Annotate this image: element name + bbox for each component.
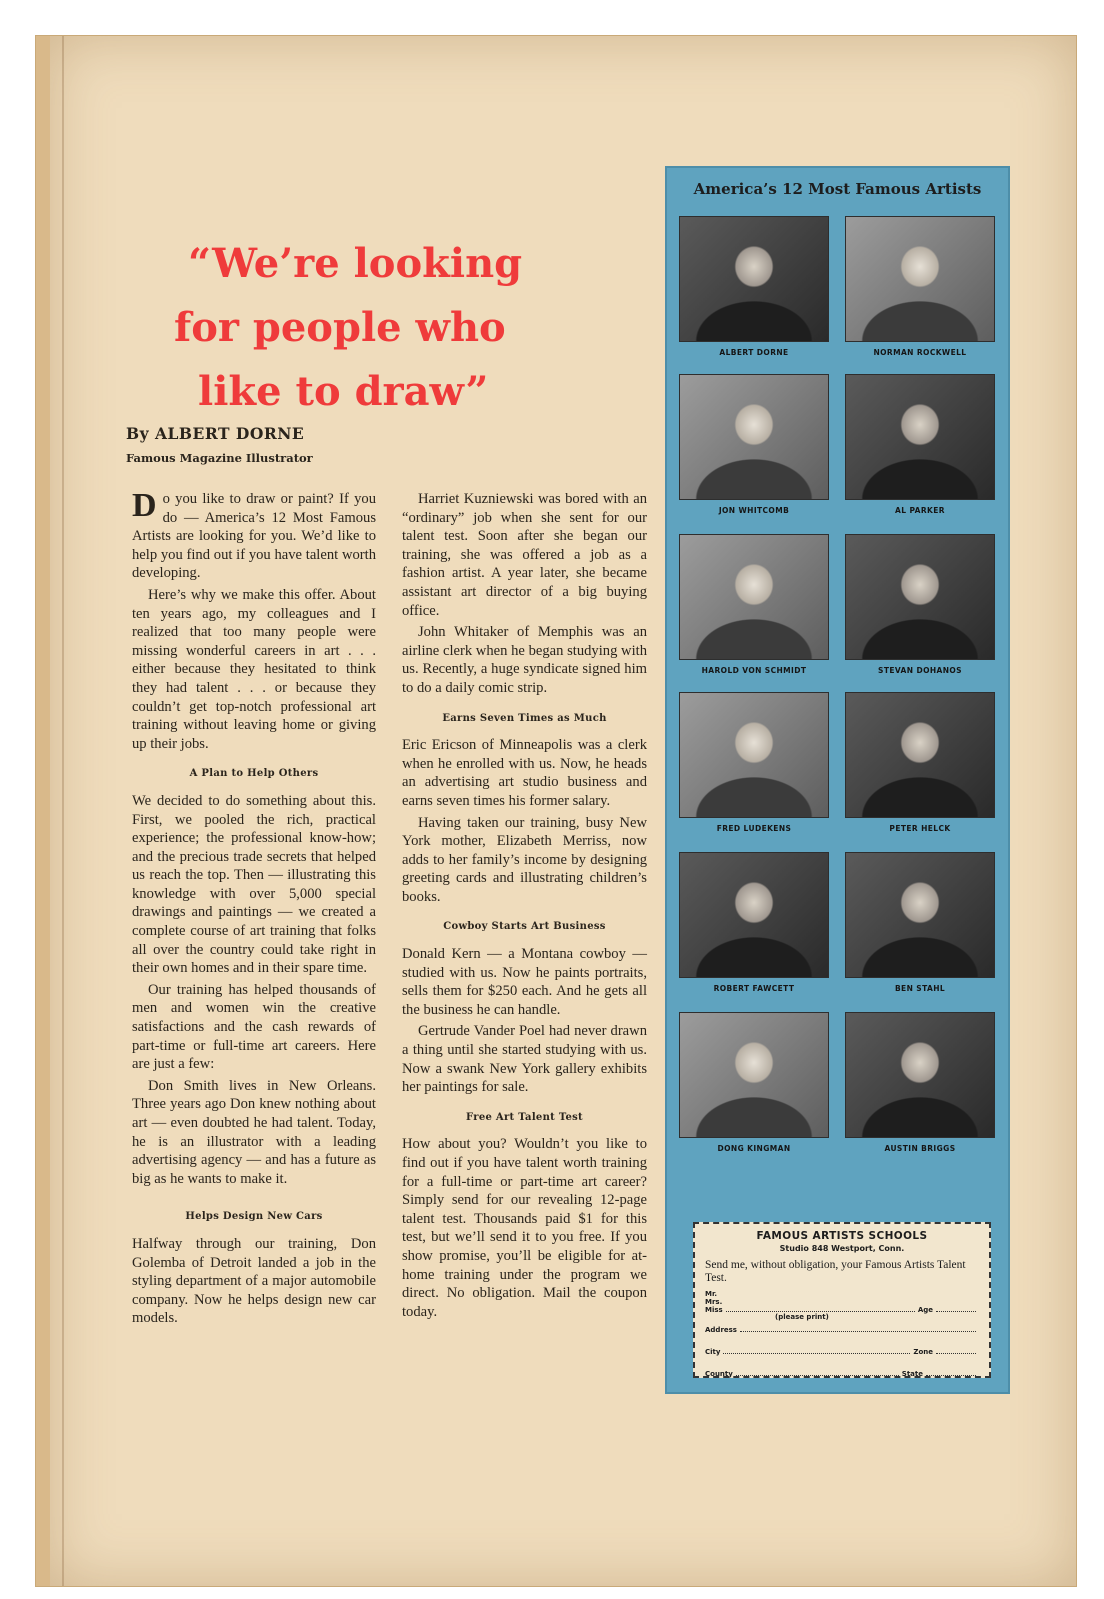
headline-line: like to draw”: [198, 368, 489, 415]
subheading: Helps Design New Cars: [185, 1211, 323, 1223]
artist-name: JON WHITCOMB: [718, 506, 790, 515]
city-label: City: [705, 1348, 721, 1356]
artist-card: [679, 534, 829, 675]
headline-line: “We’re looking: [188, 240, 523, 287]
address-label: Address: [705, 1326, 737, 1334]
artist-photo: [845, 534, 995, 660]
artist-name: STEVAN DOHANOS: [878, 666, 962, 675]
headline: [172, 232, 592, 424]
byline: [126, 424, 313, 465]
artist-photo: [679, 852, 829, 978]
artist-card: [679, 216, 829, 357]
author-role: Famous Magazine Illustrator: [126, 451, 313, 465]
zone-label: Zone: [913, 1348, 933, 1356]
panel-title: America’s 12 Most Famous Artists: [693, 180, 982, 198]
artists-panel: [665, 166, 1010, 1394]
artist-name: DONG KINGMAN: [717, 1144, 791, 1153]
coupon-county-row: [705, 1370, 979, 1378]
magazine-page: [36, 36, 1076, 1586]
coupon-title: FAMOUS ARTISTS SCHOOLS: [756, 1230, 928, 1242]
article-column-1: [132, 487, 376, 1331]
artist-photo: [679, 534, 829, 660]
paragraph: Do you like to draw or paint? If you do — America’s 12 Most Famous Artists are looking for you. We’d like to help you find out if you have talent worth developing.: [132, 487, 376, 582]
artist-photo: [679, 216, 829, 342]
artist-card: [845, 692, 995, 833]
artist-name: PETER HELCK: [889, 824, 951, 833]
page-spine: [62, 36, 64, 1586]
artist-card: [679, 692, 829, 833]
county-label: County: [705, 1370, 733, 1378]
artist-name: ROBERT FAWCETT: [713, 984, 795, 993]
city-field[interactable]: [723, 1353, 910, 1354]
artist-card: [679, 852, 829, 993]
paragraph: Halfway through our training, Don Golemba of Detroit landed a job in the styling department of a major automobile company. Now he helps design new car models.: [132, 1235, 376, 1327]
age-label: Age: [917, 1306, 933, 1314]
artist-name: AUSTIN BRIGGS: [884, 1144, 956, 1153]
subheading: Free Art Talent Test: [466, 1111, 583, 1123]
subheading: Cowboy Starts Art Business: [443, 921, 606, 933]
name-field[interactable]: [726, 1311, 915, 1312]
paragraph: Don Smith lives in New Orleans. Three years ago Don knew nothing about art — even doubted he had talent. Today, he is an illustrator with a leading advertising agency — and has a future as big as he wants to make it.: [132, 1077, 376, 1187]
author-name: By ALBERT DORNE: [126, 424, 305, 443]
artist-name: BEN STAHL: [894, 984, 946, 993]
subheading: Earns Seven Times as Much: [442, 712, 607, 724]
paragraph: Eric Ericson of Minneapolis was a clerk when he enrolled with us. Now, he heads an advertising art studio business and earns seven times his former salary.: [402, 737, 647, 809]
artist-card: [845, 374, 995, 515]
artist-card: [845, 216, 995, 357]
artist-photo: [679, 692, 829, 818]
zone-field[interactable]: [936, 1353, 976, 1354]
paragraph: Harriet Kuzniewski was bored with an “ordinary” job when she sent for our talent test. Soon after she began our training, she was offered a job as a fashion artist. A year later, she became assistant art director of a big buying office.: [402, 491, 647, 619]
artist-name: FRED LUDEKENS: [716, 824, 792, 833]
paragraph: Having taken our training, busy New York mother, Elizabeth Merriss, now adds to her family’s income by designing greeting cards and illustrating children’s books.: [402, 814, 647, 905]
article-column-2: [402, 490, 647, 1324]
headline-line: for people who: [174, 304, 506, 351]
artist-photo: [845, 852, 995, 978]
age-field[interactable]: [936, 1311, 976, 1312]
artist-name: ALBERT DORNE: [719, 348, 789, 357]
paragraph: Donald Kern — a Montana cowboy — studied with us. Now he paints portraits, sells them for $250 each. And he gets all the business he can handle.: [402, 946, 647, 1018]
paragraph: John Whitaker of Memphis was an airline clerk when he began studying with us. Recently, a huge syndicate signed him to do a daily comic strip.: [402, 624, 647, 696]
salutation-labels: Mr. Mrs. Miss: [705, 1290, 723, 1314]
artist-name: HAROLD VON SCHMIDT: [701, 666, 807, 675]
paragraph: Gertrude Vander Poel had never drawn a thing until she started studying with us. Now a swank New York gallery exhibits her paintings for sale.: [402, 1023, 647, 1096]
artist-photo: [845, 216, 995, 342]
state-label: State: [901, 1370, 923, 1378]
print-note: (please print): [775, 1313, 829, 1321]
mail-coupon: [693, 1222, 991, 1378]
paragraph: We decided to do something about this. First, we pooled the rich, practical experience; the professional know-how; and the precious trade secrets that helped us reach the top. Then — illustrating this knowledge with over 5,000 special drawings and paintings — we created a complete course of art training that folks all over the country could take right in their own homes and in their spare time.: [132, 792, 376, 977]
artist-card: [679, 374, 829, 515]
artist-name: NORMAN ROCKWELL: [873, 348, 967, 357]
artist-photo: [845, 1012, 995, 1138]
artist-card: [845, 534, 995, 675]
coupon-text: Send me, without obligation, your Famous Artists Talent Test.: [705, 1259, 966, 1284]
county-field[interactable]: [736, 1375, 899, 1376]
artist-photo: [679, 374, 829, 500]
coupon-address-row: [705, 1326, 979, 1334]
drop-cap: D: [132, 487, 157, 524]
artist-photo: [845, 692, 995, 818]
artist-name: AL PARKER: [895, 506, 945, 515]
artist-photo: [679, 1012, 829, 1138]
state-field[interactable]: [926, 1375, 976, 1376]
coupon-name-row: [705, 1290, 979, 1314]
artist-card: [845, 1012, 995, 1153]
coupon-city-row: [705, 1348, 979, 1356]
subheading: A Plan to Help Others: [189, 768, 319, 780]
paragraph: How about you? Wouldn’t you like to find out if you have talent worth training for a full-time or part-time art career? Simply send for our revealing 12-page talent test. Thousands paid $1 for this test, but we’ll send it to you free. If you show promise, you’ll be eligible for at-home training under the program we direct. No obligation. Mail the coupon today.: [402, 1136, 647, 1320]
coupon-address: Studio 848 Westport, Conn.: [779, 1244, 905, 1253]
paragraph: Here’s why we make this offer. About ten years ago, my colleagues and I realized that too many people were missing wonderful careers in art . . . either because they hesitated to think they had talent . . . or because they couldn’t get top-notch professional art training without leaving home or giving up their jobs.: [132, 586, 376, 752]
address-field[interactable]: [740, 1331, 976, 1332]
paragraph: Our training has helped thousands of men and women win the creative satisfactions and the cash rewards of part-time or full-time art careers. Here are just a few:: [132, 981, 376, 1073]
artist-card: [845, 852, 995, 993]
artist-card: [679, 1012, 829, 1153]
artist-photo: [845, 374, 995, 500]
